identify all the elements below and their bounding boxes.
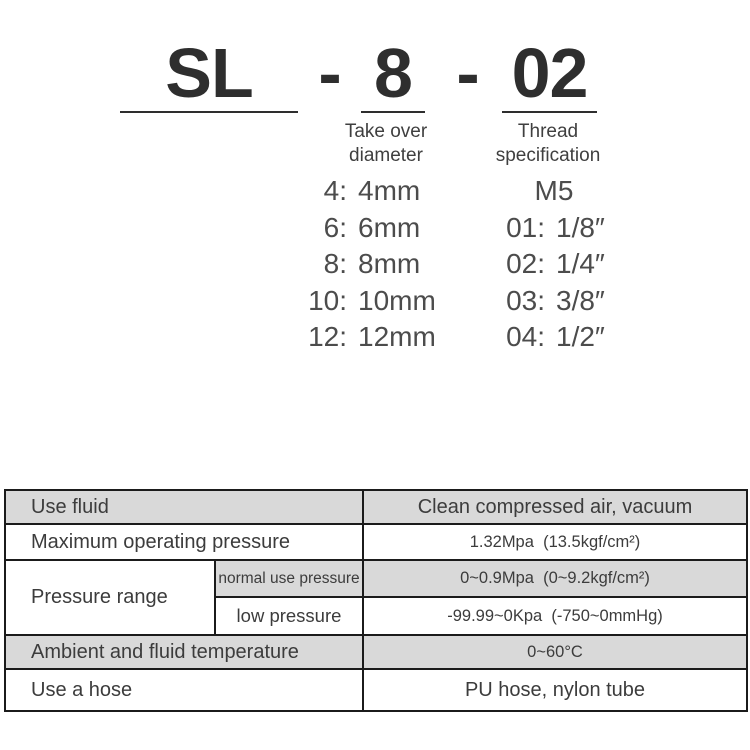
table-row [5,560,747,597]
low-pressure-label: low pressure [215,597,363,635]
model-diameter-code: 8 [361,36,425,113]
hose-label: Use a hose [5,669,363,711]
heading-line: Take over [344,121,428,142]
list-item [283,246,473,283]
max-pressure-value: 1.32Mpa (13.5kgf/cm²) [363,524,747,560]
table-row [5,635,747,669]
option-value: 1/4″ [556,248,605,280]
take-over-diameter-heading [298,120,474,168]
list-item [448,246,660,283]
list-item [283,210,473,247]
list-item [448,319,660,356]
temperature-label: Ambient and fluid temperature [5,635,363,669]
temperature-value: 0~60°C [363,635,747,669]
option-value: 12mm [358,321,436,353]
heading-line: diameter [349,145,423,166]
option-value: 1/2″ [556,321,605,353]
option-value: 1/8″ [556,211,605,243]
option-value: 4mm [358,175,421,206]
option-value: 3/8″ [556,284,605,316]
list-item [448,210,660,247]
list-item [448,283,660,320]
option-code: 04: [506,321,545,353]
thread-specification-heading [458,120,638,168]
hose-value: PU hose, nylon tube [363,669,747,711]
list-item [283,173,473,210]
dash-separator: - [456,34,480,112]
option-code: 12: [308,321,347,353]
option-value: 10mm [358,284,436,316]
option-value: 8mm [358,248,421,280]
normal-use-pressure-value: 0~0.9Mpa (0~9.2kgf/cm²) [363,560,747,597]
option-code: 10: [308,284,347,316]
dash-separator: - [318,34,342,112]
option-value: 6mm [358,211,421,243]
list-item [448,173,660,210]
normal-use-pressure-label: normal use pressure [215,560,363,597]
pressure-range-label: Pressure range [5,560,215,635]
table-row [5,490,747,524]
heading-line: Thread [517,121,579,142]
table-row [5,669,747,711]
list-item [283,319,473,356]
option-code: 02: [506,248,545,280]
option-code: 4: [323,175,347,206]
diameter-options-list [283,173,473,356]
specification-table [4,489,748,712]
table-row [5,524,747,560]
option-code: 6: [323,211,347,243]
option-code: 8: [323,248,347,280]
max-pressure-label: Maximum operating pressure [5,524,363,560]
use-fluid-value: Clean compressed air, vacuum [363,490,747,524]
use-fluid-label: Use fluid [5,490,363,524]
model-series-code: SL [120,36,298,113]
option-code: 01: [506,211,545,243]
thread-options-list [448,173,660,356]
option-code: 03: [506,284,545,316]
list-item [283,283,473,320]
heading-line: specification [495,145,601,166]
option-value: M5 [534,175,574,206]
model-thread-code: 02 [502,36,597,113]
low-pressure-value: -99.99~0Kpa (-750~0mmHg) [363,597,747,635]
